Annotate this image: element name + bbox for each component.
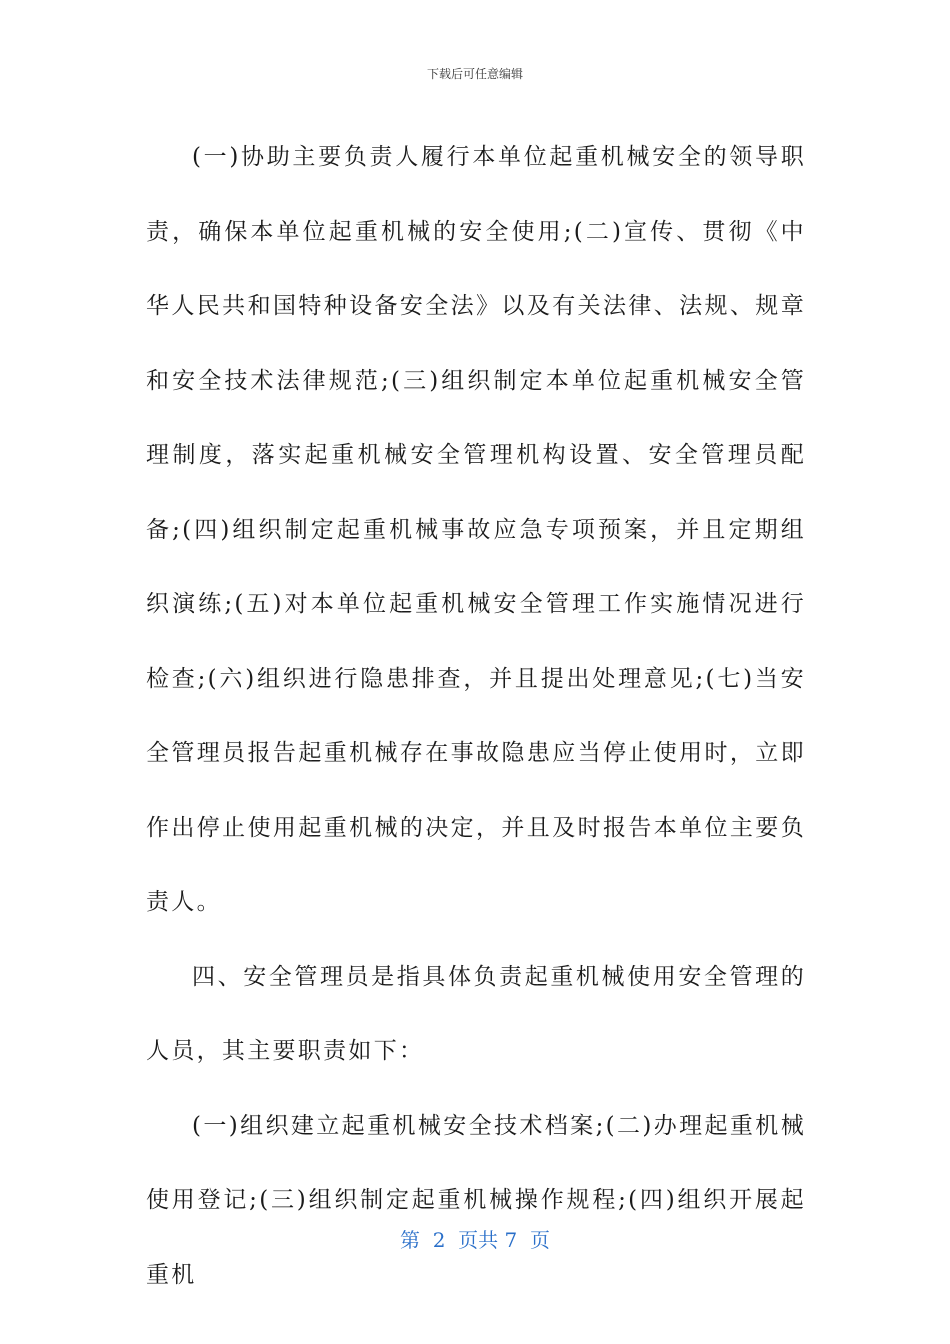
paragraph-manager-duties: [146, 1089, 806, 1313]
text-line: 用登记;(三)组织制定起重机械操作规程;(四)组织开展起重机: [146, 1187, 806, 1288]
text-line: 确保本单位起重机械的安全使用;(二)宣传、贯彻《中华人民共: [146, 218, 806, 319]
text-line: (一)组织建立起重机械安全技术档案;(二)办理起重机械使: [146, 1112, 806, 1213]
text-line: 法律规范;(三)组织制定本单位起重机械安全管理制度，落实起: [146, 367, 807, 468]
download-note: 下载后可任意编辑: [426, 67, 523, 81]
text-line: 及时报告本单位主要负责人。: [146, 814, 806, 915]
text-line: 和国特种设备安全法》以及有关法律、法规、规章和安全技术: [146, 293, 806, 394]
text-line: 并且提出处理意见;(七)当安全管理员报告起重机械存在事故隐: [146, 665, 806, 766]
text-line: (一)协助主要负责人履行本单位起重机械安全的领导职责，: [146, 144, 806, 245]
text-line: 重机械安全管理机构设置、安全管理员配备;(四)组织制定起重: [146, 442, 806, 543]
text-line: 员，其主要职责如下：: [171, 1038, 425, 1064]
paragraph-leader-duties: [146, 120, 806, 940]
text-line: 机械事故应急专项预案，并且定期组织演练;(五)对本单位起重: [146, 516, 806, 617]
paragraph-safety-manager: [146, 940, 806, 1089]
text-line: 患应当停止使用时，立即作出停止使用起重机械的决定，并且: [146, 740, 806, 841]
document-body: [146, 120, 806, 1312]
page-number: 第 2 页共 7 页: [400, 1228, 550, 1252]
text-line: 机械安全管理工作实施情况进行检查;(六)组织进行隐患排查，: [146, 591, 806, 692]
text-line: 四、安全管理员是指具体负责起重机械使用安全管理的人: [146, 963, 806, 1064]
